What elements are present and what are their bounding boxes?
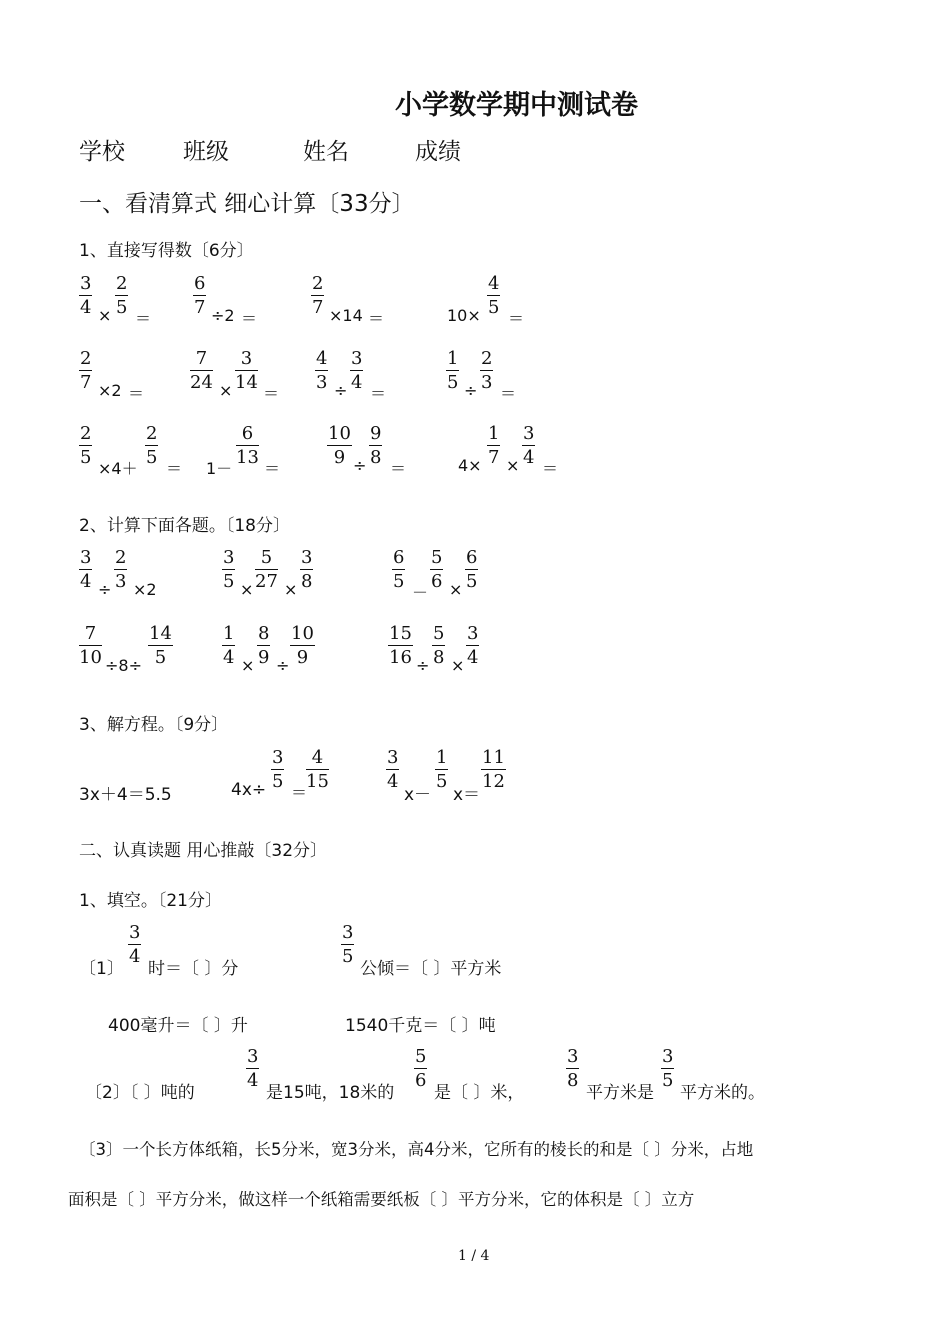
fraction: $\frac{1}{5}$ — [436, 747, 448, 792]
fill-3-line1: 〔3〕一个长方体纸箱，长5分米，宽3分米，高4分米，它所有的棱长的和是〔 〕分米，占地 — [79, 1140, 754, 1159]
fraction: $\frac{3}{4}$ — [523, 423, 535, 468]
fill-2d-text: 平方米的。 — [680, 1083, 765, 1103]
fraction: $\frac{5}{27}$ — [255, 547, 278, 592]
fraction: $\frac{3}{4}$ — [351, 348, 363, 393]
fraction: $\frac{9}{8}$ — [370, 423, 382, 468]
fill-1d-text: 1540千克＝〔 〕吨 — [345, 1016, 496, 1036]
operator: ＝ — [500, 384, 517, 403]
fraction: $\frac{3}{4}$ — [247, 1046, 259, 1091]
operator: 1－ — [206, 459, 233, 478]
section1-heading: 一、看清算式 细心计算〔33分〕 — [79, 191, 415, 217]
operator: × — [451, 656, 465, 675]
fraction: $\frac{2}{5}$ — [116, 273, 128, 318]
fraction: $\frac{5}{8}$ — [433, 623, 445, 668]
info-class: 班级 — [183, 139, 229, 165]
fraction: $\frac{14}{5}$ — [149, 623, 172, 668]
fraction: $\frac{8}{9}$ — [258, 623, 270, 668]
operator: × — [449, 580, 463, 599]
fraction: $\frac{1}{4}$ — [223, 623, 235, 668]
info-name: 姓名 — [303, 139, 349, 165]
fill-1c-text: 400毫升＝〔 〕升 — [108, 1016, 248, 1036]
operator: 4× — [458, 456, 482, 475]
operator: ÷ — [353, 456, 367, 475]
operator: ＝ — [135, 309, 152, 328]
operator: ÷ — [98, 580, 112, 599]
operator: ×2 — [98, 381, 122, 400]
fraction: $\frac{5}{6}$ — [415, 1046, 427, 1091]
fraction: $\frac{2}{7}$ — [312, 273, 324, 318]
operator: ＝ — [291, 783, 308, 802]
operator: ÷2 — [211, 306, 235, 325]
fraction: $\frac{3}{5}$ — [342, 922, 354, 967]
fraction: $\frac{6}{7}$ — [194, 273, 206, 318]
fraction: $\frac{10}{9}$ — [328, 423, 351, 468]
operator: × — [506, 456, 520, 475]
fraction: $\frac{2}{3}$ — [481, 348, 493, 393]
fraction: $\frac{1}{7}$ — [488, 423, 500, 468]
fraction: $\frac{3}{4}$ — [129, 922, 141, 967]
fraction: $\frac{11}{12}$ — [482, 747, 505, 792]
fill-1a-text: 时＝〔 〕分 — [148, 959, 239, 979]
fraction: $\frac{7}{24}$ — [190, 348, 213, 393]
operator: ÷ — [334, 381, 348, 400]
fraction: $\frac{4}{3}$ — [316, 348, 328, 393]
operator: ×4＋ — [98, 459, 138, 478]
fraction: $\frac{1}{5}$ — [447, 348, 459, 393]
fraction: $\frac{7}{10}$ — [79, 623, 102, 668]
fraction: $\frac{4}{5}$ — [488, 273, 500, 318]
fill-3-line2: 面积是〔 〕平方分米，做这样一个纸箱需要纸板〔 〕平方分米，它的体积是〔 〕立方 — [68, 1190, 695, 1209]
fraction: $\frac{5}{6}$ — [431, 547, 443, 592]
fraction: $\frac{15}{16}$ — [389, 623, 412, 668]
operator: ＝ — [542, 459, 559, 478]
fraction: $\frac{3}{5}$ — [272, 747, 284, 792]
operator: × — [240, 580, 254, 599]
fill-2a-text: 是15吨，18米的 — [266, 1083, 395, 1103]
operator: x＝ — [453, 785, 481, 805]
equation-1: 3x＋4＝5.5 — [79, 785, 172, 805]
operator: ＝ — [370, 384, 387, 403]
operator: × — [219, 381, 233, 400]
fraction: $\frac{2}{7}$ — [80, 348, 92, 393]
fraction: $\frac{3}{14}$ — [235, 348, 258, 393]
operator: ＝ — [264, 459, 281, 478]
operator: ×14 — [329, 306, 363, 325]
operator: － — [412, 583, 429, 602]
section2-q1-label: 1、填空。〔21分〕 — [79, 891, 222, 911]
fill-1b-text: 公倾＝〔 〕平方米 — [360, 959, 502, 979]
fraction: $\frac{3}{4}$ — [387, 747, 399, 792]
operator: ÷ — [276, 656, 290, 675]
operator: × — [98, 306, 112, 325]
operator: 4x÷ — [231, 780, 267, 800]
fraction: $\frac{3}{8}$ — [567, 1046, 579, 1091]
page-number: 1 / 4 — [458, 1248, 490, 1264]
operator: × — [241, 656, 255, 675]
operator: ＝ — [390, 459, 407, 478]
fraction: $\frac{2}{5}$ — [146, 423, 158, 468]
operator: ÷8÷ — [105, 656, 142, 675]
operator: ×2 — [133, 580, 157, 599]
fraction: $\frac{3}{4}$ — [80, 547, 92, 592]
operator: ＝ — [508, 309, 525, 328]
page-title: 小学数学期中测试卷 — [395, 90, 638, 121]
fraction: $\frac{6}{13}$ — [236, 423, 259, 468]
operator: ＝ — [166, 459, 183, 478]
fraction: $\frac{3}{8}$ — [301, 547, 313, 592]
fraction: $\frac{4}{15}$ — [306, 747, 329, 792]
operator: 10× — [447, 306, 481, 325]
info-score: 成绩 — [415, 139, 461, 165]
section2-heading: 二、认真读题 用心推敲〔32分〕 — [79, 841, 328, 861]
operator: × — [284, 580, 298, 599]
section1-q1-label: 1、直接写得数〔6分〕 — [79, 241, 254, 261]
operator: ÷ — [416, 656, 430, 675]
fraction: $\frac{10}{9}$ — [291, 623, 314, 668]
fraction: $\frac{2}{3}$ — [115, 547, 127, 592]
fraction: $\frac{6}{5}$ — [466, 547, 478, 592]
fill-2b-text: 是〔 〕米， — [434, 1083, 525, 1103]
fraction: $\frac{2}{5}$ — [80, 423, 92, 468]
section1-q3-label: 3、解方程。〔9分〕 — [79, 715, 229, 735]
operator: ＝ — [368, 309, 385, 328]
fraction: $\frac{3}{4}$ — [80, 273, 92, 318]
fill-2-prefix: 〔2〕〔 〕吨的 — [85, 1083, 195, 1103]
fraction: $\frac{3}{5}$ — [223, 547, 235, 592]
fill-2c-text: 平方米是 — [586, 1083, 654, 1103]
operator: ÷ — [464, 381, 478, 400]
fill-1-prefix: 〔1〕 — [79, 959, 124, 979]
fraction: $\frac{6}{5}$ — [393, 547, 405, 592]
operator: ＝ — [241, 309, 258, 328]
operator: x－ — [404, 785, 432, 805]
operator: ＝ — [128, 384, 145, 403]
info-school: 学校 — [79, 139, 125, 165]
fraction: $\frac{3}{4}$ — [467, 623, 479, 668]
fraction: $\frac{3}{5}$ — [662, 1046, 674, 1091]
operator: ＝ — [263, 384, 280, 403]
section1-q2-label: 2、计算下面各题。〔18分〕 — [79, 516, 290, 536]
